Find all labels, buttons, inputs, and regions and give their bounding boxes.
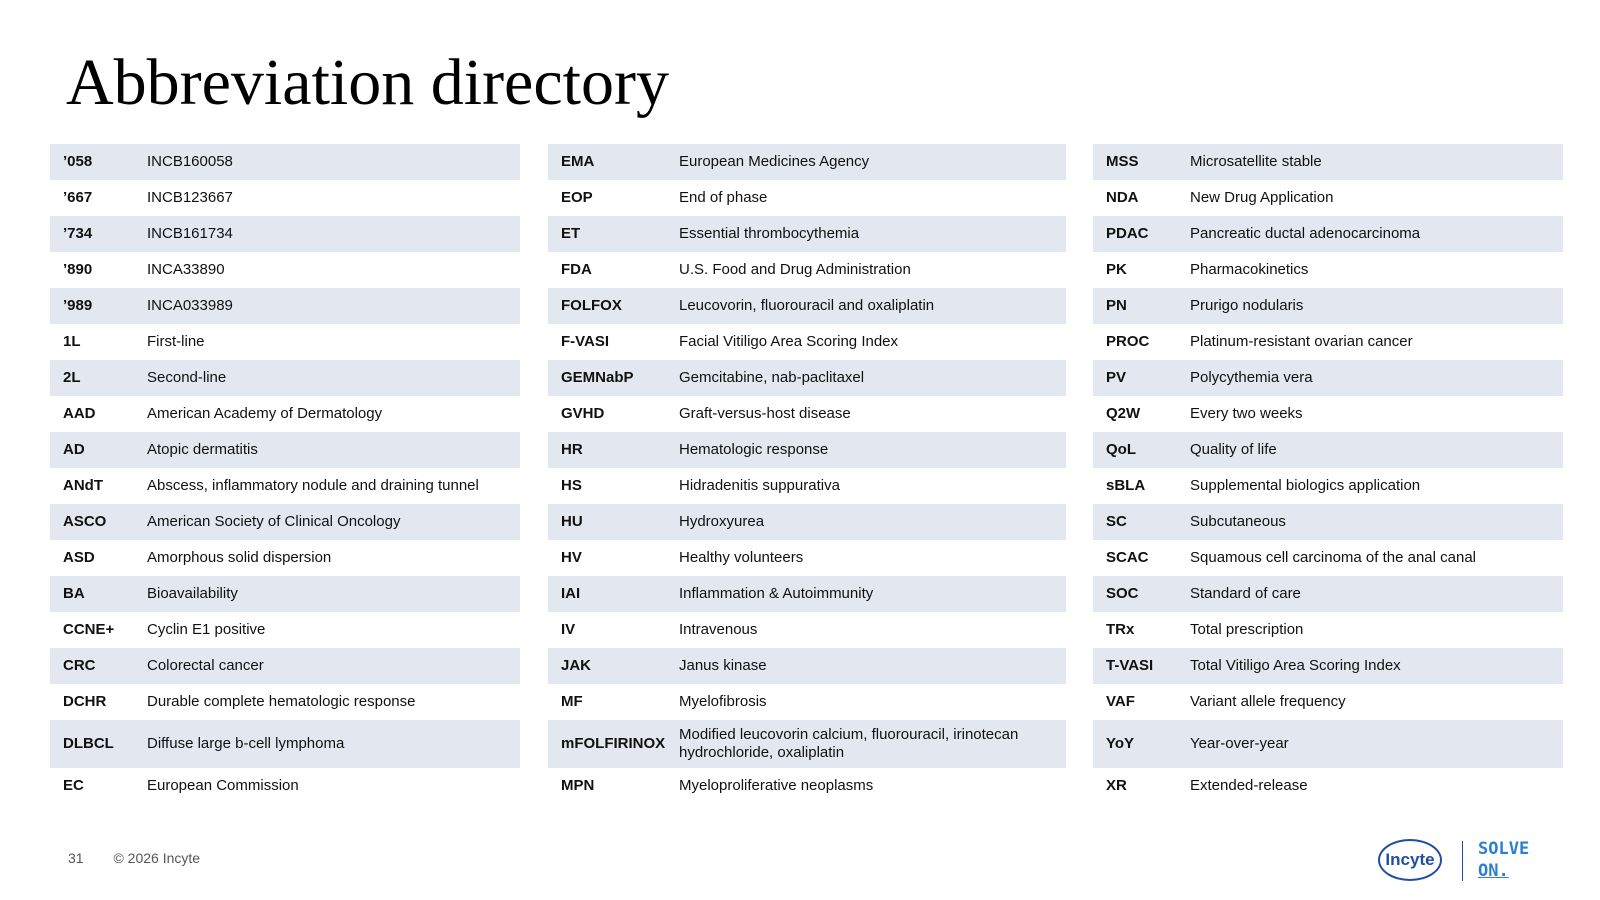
abbreviation-definition: Colorectal cancer <box>147 657 264 674</box>
abbreviation-definition: Healthy volunteers <box>679 549 804 566</box>
table-row <box>50 324 520 360</box>
abbreviation-definition: First-line <box>147 333 205 350</box>
table-row <box>1093 288 1563 324</box>
abbreviation-term: SC <box>1106 513 1127 530</box>
abbreviation-term: ASCO <box>63 513 107 530</box>
table-row <box>50 288 520 324</box>
footer <box>68 850 200 866</box>
table-row <box>1093 144 1563 180</box>
table-row <box>50 468 520 504</box>
abbreviation-definition: Microsatellite stable <box>1190 153 1322 170</box>
abbreviation-definition: End of phase <box>679 189 768 206</box>
abbreviation-definition: Platinum-resistant ovarian cancer <box>1190 333 1413 350</box>
table-row <box>50 396 520 432</box>
abbreviation-definition: European Commission <box>147 777 299 794</box>
abbreviation-term: JAK <box>561 657 592 674</box>
abbreviation-definition: Bioavailability <box>147 585 238 602</box>
abbreviation-term: ’890 <box>63 261 93 278</box>
abbreviation-term: CCNE+ <box>63 621 115 638</box>
abbreviation-definition: European Medicines Agency <box>679 153 870 170</box>
abbreviation-term: YoY <box>1106 735 1135 752</box>
abbreviation-definition: Inflammation & Autoimmunity <box>679 585 874 602</box>
abbreviation-term: ’989 <box>63 297 93 314</box>
table-row <box>1093 216 1563 252</box>
abbreviation-definition: Supplemental biologics application <box>1190 477 1421 494</box>
abbreviation-term: ANdT <box>63 477 103 494</box>
abbreviation-term: PV <box>1106 369 1127 386</box>
table-row <box>50 252 520 288</box>
table-row <box>1093 360 1563 396</box>
page-title: Abbreviation directory <box>66 46 669 119</box>
abbreviation-term: HR <box>561 441 583 458</box>
abbreviation-column-2 <box>548 144 1066 804</box>
abbreviation-definition: Durable complete hematologic response <box>147 693 416 710</box>
abbreviation-term: CRC <box>63 657 96 674</box>
abbreviation-definition: Pancreatic ductal adenocarcinoma <box>1190 225 1421 242</box>
table-row <box>548 288 1066 324</box>
page-number: 31 <box>68 850 84 866</box>
table-row <box>548 432 1066 468</box>
abbreviation-definition: Janus kinase <box>679 657 767 674</box>
table-row <box>548 768 1066 804</box>
table-row <box>1093 468 1563 504</box>
table-row <box>548 576 1066 612</box>
abbreviation-definition: Pharmacokinetics <box>1190 261 1309 278</box>
tagline-line-2: ON. <box>1478 861 1509 881</box>
table-row <box>1093 180 1563 216</box>
abbreviation-definition: Polycythemia vera <box>1190 369 1313 386</box>
abbreviation-definition: Leucovorin, fluorouracil and oxaliplatin <box>679 297 935 314</box>
abbreviation-definition: Squamous cell carcinoma of the anal canal <box>1190 549 1476 566</box>
abbreviation-definition: New Drug Application <box>1190 189 1334 206</box>
abbreviation-definition: Subcutaneous <box>1190 513 1286 530</box>
abbreviation-term: IV <box>561 621 576 638</box>
table-row <box>50 720 520 768</box>
table-row <box>50 540 520 576</box>
abbreviation-term: HS <box>561 477 582 494</box>
abbreviation-term: AD <box>63 441 85 458</box>
table-row <box>1093 648 1563 684</box>
abbreviation-term: DLBCL <box>63 735 114 752</box>
abbreviation-definition: Abscess, inflammatory nodule and draining tunnel <box>147 477 479 494</box>
abbreviation-term: ASD <box>63 549 95 566</box>
abbreviation-definition: Modified leucovorin calcium, fluorouracil, irinotecan hydrochloride, oxaliplatin <box>679 726 1019 761</box>
abbreviation-term: HU <box>561 513 583 530</box>
table-row <box>1093 684 1563 720</box>
abbreviation-term: MF <box>561 693 583 710</box>
abbreviation-definition: Hidradenitis suppurativa <box>679 477 840 494</box>
abbreviation-definition: Myeloproliferative neoplasms <box>679 777 874 794</box>
abbreviation-definition: INCB160058 <box>147 153 233 170</box>
abbreviation-definition: Extended-release <box>1190 777 1308 794</box>
abbreviation-definition: Cyclin E1 positive <box>147 621 266 638</box>
table-row <box>50 612 520 648</box>
abbreviation-definition: Every two weeks <box>1190 405 1303 422</box>
abbreviation-definition: American Society of Clinical Oncology <box>147 513 401 530</box>
table-row <box>548 180 1066 216</box>
table-row <box>50 684 520 720</box>
table-row <box>1093 324 1563 360</box>
abbreviation-column-3 <box>1093 144 1563 804</box>
abbreviation-term: QoL <box>1106 441 1136 458</box>
abbreviation-definition: Atopic dermatitis <box>147 441 258 458</box>
abbreviation-definition: Hematologic response <box>679 441 829 458</box>
table-row <box>548 252 1066 288</box>
table-row <box>50 360 520 396</box>
table-row <box>1093 612 1563 648</box>
table-row <box>548 612 1066 648</box>
table-row <box>1093 768 1563 804</box>
table-row <box>50 648 520 684</box>
abbreviation-term: sBLA <box>1106 477 1146 494</box>
abbreviation-term: TRx <box>1106 621 1135 638</box>
abbreviation-definition: Variant allele frequency <box>1190 693 1346 710</box>
table-row <box>1093 504 1563 540</box>
abbreviation-term: ’734 <box>63 225 93 242</box>
table-row <box>548 684 1066 720</box>
abbreviation-definition: Standard of care <box>1190 585 1301 602</box>
table-row <box>50 216 520 252</box>
table-row <box>548 324 1066 360</box>
brand-logo <box>1378 836 1538 884</box>
abbreviation-definition: Intravenous <box>679 621 758 638</box>
abbreviation-term: XR <box>1106 777 1127 794</box>
abbreviation-term: AAD <box>63 405 96 422</box>
abbreviation-term: EC <box>63 777 84 794</box>
abbreviation-term: SOC <box>1106 585 1139 602</box>
abbreviation-term: ET <box>561 225 581 242</box>
table-row <box>548 468 1066 504</box>
abbreviation-definition: Second-line <box>147 369 227 386</box>
copyright-text: © 2026 Incyte <box>113 850 201 866</box>
abbreviation-term: 2L <box>63 369 81 386</box>
abbreviation-definition: Myelofibrosis <box>679 693 767 710</box>
table-row <box>1093 396 1563 432</box>
abbreviation-term: Q2W <box>1106 405 1141 422</box>
table-row <box>1093 576 1563 612</box>
table-row <box>1093 252 1563 288</box>
table-row <box>50 144 520 180</box>
abbreviation-term: FOLFOX <box>561 297 622 314</box>
abbreviation-definition: Total prescription <box>1190 621 1304 638</box>
abbreviation-term: F-VASI <box>561 333 610 350</box>
solve-on-tagline <box>1478 838 1529 882</box>
table-row <box>50 576 520 612</box>
table-row <box>548 216 1066 252</box>
abbreviation-term: BA <box>63 585 85 602</box>
tagline-line-1: SOLVE <box>1478 839 1530 859</box>
table-row <box>50 504 520 540</box>
abbreviation-tables <box>0 144 1600 804</box>
abbreviation-definition: INCB123667 <box>147 189 233 206</box>
abbreviation-definition: Year-over-year <box>1190 735 1289 752</box>
table-row <box>1093 720 1563 768</box>
table-row <box>548 144 1066 180</box>
abbreviation-definition: INCB161734 <box>147 225 233 242</box>
abbreviation-term: PK <box>1106 261 1127 278</box>
logo-divider <box>1462 841 1463 881</box>
abbreviation-definition: Essential thrombocythemia <box>679 225 860 242</box>
abbreviation-term: EOP <box>561 189 593 206</box>
table-row <box>548 504 1066 540</box>
abbreviation-definition: Total Vitiligo Area Scoring Index <box>1190 657 1401 674</box>
table-row <box>548 396 1066 432</box>
abbreviation-definition: Quality of life <box>1190 441 1277 458</box>
abbreviation-definition: Facial Vitiligo Area Scoring Index <box>679 333 899 350</box>
abbreviation-term: ’667 <box>63 189 93 206</box>
table-row <box>548 540 1066 576</box>
abbreviation-term: mFOLFIRINOX <box>561 735 666 752</box>
table-row <box>50 180 520 216</box>
abbreviation-term: 1L <box>63 333 81 350</box>
table-row <box>548 648 1066 684</box>
abbreviation-term: IAI <box>561 585 581 602</box>
abbreviation-term: PN <box>1106 297 1127 314</box>
abbreviation-term: T-VASI <box>1106 657 1154 674</box>
abbreviation-definition: U.S. Food and Drug Administration <box>679 261 911 278</box>
table-row <box>1093 432 1563 468</box>
abbreviation-term: PDAC <box>1106 225 1149 242</box>
abbreviation-term: GVHD <box>561 405 605 422</box>
abbreviation-definition: INCA033989 <box>147 297 233 314</box>
abbreviation-term: MSS <box>1106 153 1139 170</box>
abbreviation-term: PROC <box>1106 333 1150 350</box>
abbreviation-definition: INCA33890 <box>147 261 225 278</box>
abbreviation-term: NDA <box>1106 189 1139 206</box>
abbreviation-definition: Gemcitabine, nab-paclitaxel <box>679 369 865 386</box>
abbreviation-definition: Prurigo nodularis <box>1190 297 1304 314</box>
abbreviation-term: HV <box>561 549 582 566</box>
abbreviation-term: FDA <box>561 261 592 278</box>
table-row <box>548 360 1066 396</box>
abbreviation-term: VAF <box>1106 693 1135 710</box>
abbreviation-term: SCAC <box>1106 549 1149 566</box>
table-row <box>50 432 520 468</box>
table-row <box>50 768 520 804</box>
abbreviation-definition: Hydroxyurea <box>679 513 765 530</box>
abbreviation-column-1 <box>50 144 520 804</box>
abbreviation-term: DCHR <box>63 693 107 710</box>
abbreviation-definition: American Academy of Dermatology <box>147 405 383 422</box>
abbreviation-definition: Graft-versus-host disease <box>679 405 851 422</box>
abbreviation-term: MPN <box>561 777 595 794</box>
table-row <box>1093 540 1563 576</box>
table-row <box>548 720 1066 768</box>
abbreviation-term: ’058 <box>63 153 93 170</box>
abbreviation-term: EMA <box>561 153 595 170</box>
logo-wordmark: Incyte <box>1385 850 1435 869</box>
incyte-logo-icon <box>1378 839 1442 881</box>
abbreviation-definition: Diffuse large b-cell lymphoma <box>147 735 345 752</box>
abbreviation-term: GEMNabP <box>561 369 634 386</box>
abbreviation-definition: Amorphous solid dispersion <box>147 549 332 566</box>
